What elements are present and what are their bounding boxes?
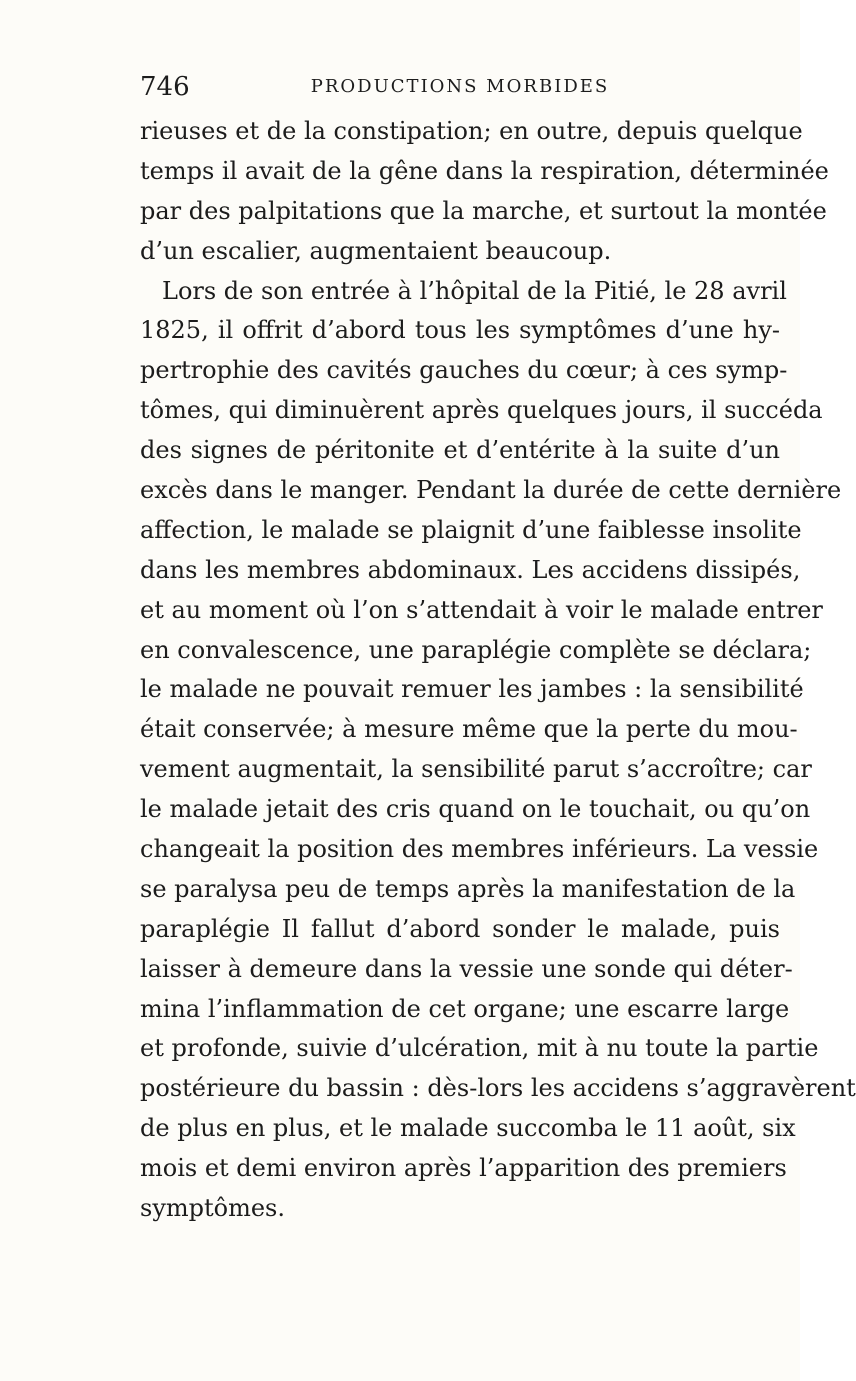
text-line: 1825, il offrit d’abord tous les symptômes d’une hy- [140,316,780,345]
running-head [140,70,780,104]
text-line: était conservée; à mesure même que la perte du mou- [140,715,798,744]
text-line: se paralysa peu de temps après la manifestation de la [140,874,796,903]
text-line: et profonde, suivie d’ulcération, mit à nu toute la partie [140,1034,819,1063]
text-line: postérieure du bassin : dès-lors les accidens s’aggravèrent [140,1074,856,1103]
text-line: le malade ne pouvait remuer les jambes : la sensibilité [140,675,804,704]
body-text [140,112,856,1229]
text-line: Lors de son entrée à l’hôpital de la Pitié, le 28 avril [162,276,787,305]
text-line: d’un escalier, augmentaient beaucoup. [140,236,612,265]
text-line: excès dans le manger. Pendant la durée de cette dernière [140,476,842,505]
running-head-title: PRODUCTIONS MORBIDES [310,76,610,97]
text-line: laisser à demeure dans la vessie une sonde qui déter- [140,954,793,983]
text-line: le malade jetait des cris quand on le touchait, ou qu’on [140,795,811,824]
text-line: tômes, qui diminuèrent après quelques jours, il succéda [140,396,823,425]
text-line: par des palpitations que la marche, et surtout la montée [140,196,827,225]
text-line: de plus en plus, et le malade succomba le 11 août, six [140,1114,796,1143]
text-line: rieuses et de la constipation; en outre, depuis quelque [140,117,803,145]
text-line: et au moment où l’on s’attendait à voir le malade entrer [140,595,823,624]
text-line: pertrophie des cavités gauches du cœur; à ces symp- [140,356,788,385]
text-line: mina l’inflammation de cet organe; une escarre large [140,994,790,1023]
text-line: des signes de péritonite et d’entérite à la suite d’un [140,436,780,465]
text-line: affection, le malade se plaignit d’une faiblesse insolite [140,515,802,544]
text-line: paraplégie Il fallut d’abord sonder le malade, puis [140,914,780,943]
text-line: dans les membres abdominaux. Les accidens dissipés, [140,555,801,584]
text-line: changeait la position des membres inférieurs. La vessie [140,835,819,864]
text-line: vement augmentait, la sensibilité parut s’accroître; car [140,755,812,784]
page-number: 746 [140,72,190,102]
text-line: temps il avait de la gêne dans la respiration, déterminée [140,156,829,185]
text-line: mois et demi environ après l’apparition des premiers [140,1154,787,1183]
text-line: symptômes. [140,1194,285,1223]
text-line: en convalescence, une paraplégie complète se déclara; [140,635,812,664]
